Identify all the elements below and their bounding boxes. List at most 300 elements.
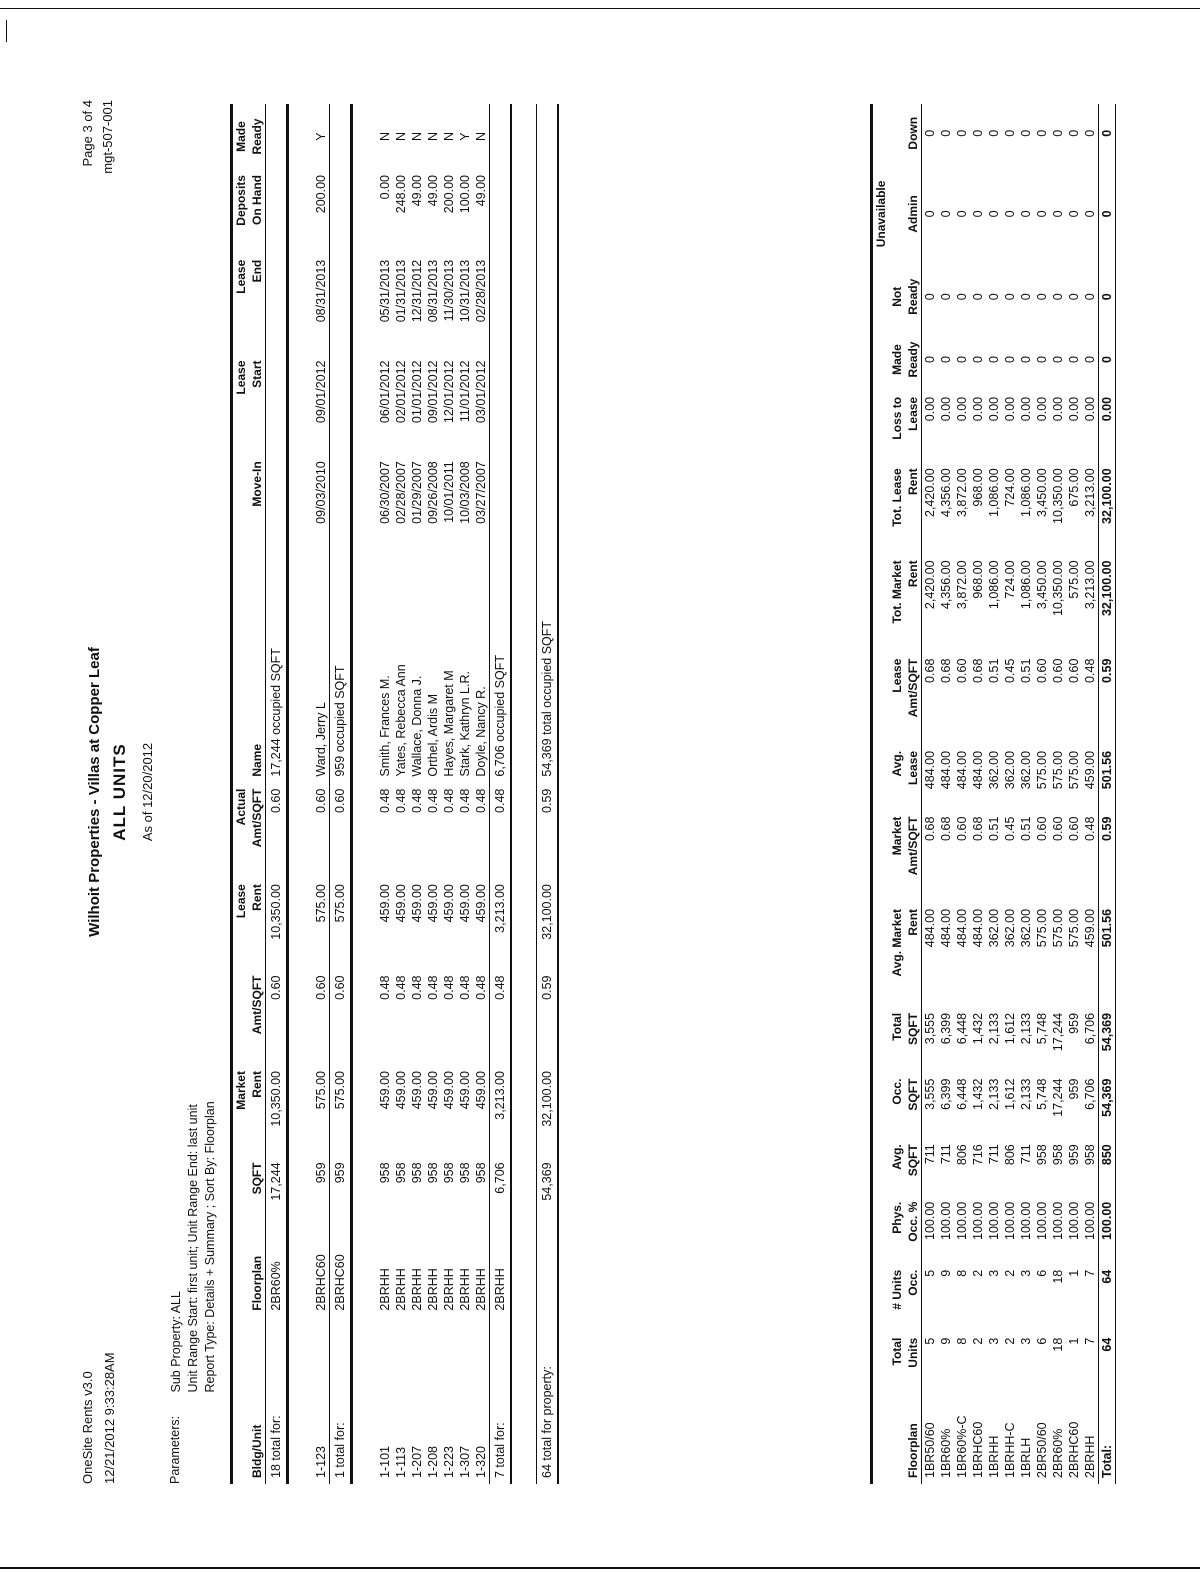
summary-cell: 806	[955, 1144, 969, 1166]
summary-col-header	[889, 104, 905, 163]
detail-cell: 459.00	[410, 1071, 424, 1110]
summary-cell: 2,420.00	[923, 560, 937, 610]
detail-cell: Smith, Frances M.	[378, 675, 392, 777]
detail-cell: 958	[426, 1162, 440, 1184]
summary-cell: 0	[987, 293, 1001, 301]
summary-col-header	[889, 1387, 905, 1484]
summary-cell: 4,356.00	[939, 560, 953, 610]
detail-cell: 10,350.00	[266, 878, 288, 969]
summary-cell: 2BRHC60	[1067, 1421, 1081, 1478]
detail-cell: 01/31/2013	[394, 259, 408, 323]
detail-cell: 959	[314, 1162, 328, 1184]
detail-cell: Y	[314, 132, 328, 141]
summary-cell: 8	[955, 1269, 969, 1277]
summary-cell: 100.00	[1083, 1201, 1097, 1240]
summary-row	[1034, 104, 1050, 1484]
summary-header-row	[872, 104, 890, 1484]
summary-cell: 0	[939, 293, 953, 301]
summary-cell: 959	[1067, 1012, 1081, 1034]
summary-cell: 0	[1051, 356, 1065, 363]
detail-col-header: On Hand	[250, 175, 264, 226]
summary-cell: 0	[1003, 356, 1017, 363]
detail-cell: 08/31/2013	[314, 259, 328, 323]
summary-cell: 0	[1051, 129, 1065, 137]
detail-col-header-top	[232, 1156, 250, 1224]
summary-cell: 0	[1035, 293, 1049, 301]
summary-cell: 100.00	[923, 1201, 937, 1240]
summary-cell: 459.00	[1083, 908, 1097, 948]
summary-cell: 6	[1035, 1269, 1049, 1277]
detail-cell: 0.59	[537, 783, 559, 879]
detail-cell: 200.00	[314, 175, 328, 214]
summary-cell: 1BRHC60	[971, 1421, 985, 1478]
detail-col-header: Rent	[250, 884, 264, 911]
summary-cell: 0	[1051, 293, 1065, 301]
summary-col-header: Total	[890, 1012, 904, 1041]
detail-cell: 0.48	[426, 975, 440, 1000]
floorplan-total-row	[490, 104, 512, 1484]
section-divider-cell	[352, 104, 378, 1484]
summary-cell: 958	[1083, 1144, 1097, 1166]
summary-col-header: # Units	[890, 1269, 904, 1310]
summary-cell: 575.00	[1035, 908, 1049, 948]
summary-row	[1082, 104, 1099, 1484]
summary-cell: 1BRHH	[987, 1435, 1001, 1478]
summary-cell: 0.51	[1019, 658, 1033, 683]
summary-col-header	[872, 328, 890, 391]
detail-col-header: Ready	[250, 118, 264, 155]
summary-cell: 0	[1067, 210, 1081, 218]
detail-cell: 0.00	[378, 175, 392, 200]
summary-cell: 3	[987, 1337, 1001, 1345]
summary-cell: 3,872.00	[955, 560, 969, 610]
summary-cell: 0.60	[1051, 816, 1065, 841]
detail-cell: 1-123	[314, 1446, 328, 1478]
unit-row	[409, 104, 425, 1484]
summary-cell: 484.00	[939, 750, 953, 790]
report-code: mgt-507-001	[100, 100, 115, 174]
summary-cell: 1,612	[1003, 1012, 1017, 1045]
summary-cell: 0.51	[987, 816, 1001, 841]
detail-cell: 6,706	[490, 1156, 512, 1224]
summary-cell: 0	[923, 129, 937, 137]
detail-cell: 7 total for:	[490, 1317, 512, 1484]
summary-col-header	[872, 1387, 890, 1484]
detail-cell: 10/01/2011	[442, 461, 456, 523]
detail-cell: 02/28/2013	[474, 259, 488, 323]
detail-cell: N	[394, 132, 408, 142]
summary-cell: 0	[971, 293, 985, 301]
summary-cell: 1,086.00	[1019, 468, 1033, 517]
summary-cell: 100.00	[1019, 1201, 1033, 1240]
summary-cell: 0.68	[939, 658, 953, 683]
summary-col-header: Admin	[906, 195, 920, 233]
summary-row	[1066, 104, 1082, 1484]
detail-cell: 0.48	[442, 975, 456, 1000]
summary-cell: 3,872.00	[955, 468, 969, 517]
summary-cell: 100.00	[971, 1201, 985, 1240]
summary-cell: 0	[923, 356, 937, 363]
summary-cell: 0	[939, 356, 953, 363]
detail-cell: 575.00	[330, 1065, 352, 1156]
detail-cell: 0.48	[378, 788, 392, 813]
summary-cell: 2,133	[1019, 1078, 1033, 1110]
summary-cell: 32,100.00	[1099, 554, 1116, 652]
summary-cell: 0	[1099, 104, 1116, 163]
detail-cell: 0.48	[458, 975, 472, 1000]
summary-cell: 0	[939, 129, 953, 137]
summary-cell: 484.00	[923, 750, 937, 790]
summary-cell: 0.51	[1019, 816, 1033, 841]
detail-cell: 0.48	[410, 788, 424, 813]
summary-cell: 362.00	[1003, 750, 1017, 790]
summary-cell: 0.51	[987, 658, 1001, 683]
summary-cell: 6,399	[939, 1078, 953, 1110]
detail-cell: 459.00	[442, 1071, 456, 1110]
detail-cell	[537, 1224, 559, 1316]
summary-cell: 959	[1067, 1144, 1081, 1166]
detail-cell: 0.48	[410, 975, 424, 1000]
summary-row	[970, 104, 986, 1484]
summary-cell: 1BR60%	[939, 1428, 953, 1478]
section-divider	[352, 104, 378, 1484]
detail-cell: 0.48	[474, 788, 488, 813]
summary-cell: 3,555	[923, 1012, 937, 1045]
summary-cell: 968.00	[971, 468, 985, 507]
summary-cell: 2,420.00	[923, 468, 937, 517]
summary-row	[1018, 104, 1034, 1484]
summary-cell: 0.00	[923, 396, 937, 422]
summary-cell: 2	[1003, 1269, 1017, 1277]
summary-col-header: Avg.	[890, 1144, 904, 1170]
detail-cell: 459.00	[474, 884, 488, 923]
summary-cell: 0	[971, 356, 985, 363]
summary-cell: 100.00	[1051, 1201, 1065, 1240]
summary-cell: 54,369	[1099, 1073, 1116, 1139]
detail-cell: 1-307	[458, 1446, 472, 1478]
summary-cell: 484.00	[971, 750, 985, 790]
summary-col-header: Avg.	[890, 750, 904, 777]
detail-col-header-top	[232, 970, 250, 1066]
detail-cell: 0.48	[442, 788, 456, 813]
detail-cell: 0.48	[490, 970, 512, 1066]
summary-cell: 0.60	[1051, 658, 1065, 683]
detail-cell: 2BRHH	[394, 1268, 408, 1311]
summary-cell: 711	[987, 1144, 1001, 1165]
summary-col-header: SQFT	[906, 1078, 920, 1111]
detail-col-header-top	[232, 455, 250, 556]
summary-col-header: Ready	[906, 341, 920, 378]
detail-cell: 09/01/2012	[426, 360, 440, 424]
summary-cell: 0	[1083, 293, 1097, 301]
summary-cell: 0	[1083, 356, 1097, 363]
detail-cell: 1-207	[410, 1446, 424, 1478]
detail-cell	[537, 254, 559, 355]
detail-cell: 32,100.00	[537, 878, 559, 969]
summary-cell: 5,748	[1035, 1078, 1049, 1110]
detail-cell: 09/01/2012	[314, 360, 328, 424]
detail-col-header: Amt/SQFT	[250, 975, 264, 1035]
parameter-line: Sub Property: ALL	[169, 1291, 183, 1393]
summary-col-header: Occ.	[906, 1269, 920, 1296]
unit-row	[393, 104, 409, 1484]
detail-cell: Y	[458, 132, 472, 141]
summary-cell: 0	[1003, 210, 1017, 218]
summary-cell: 9	[939, 1269, 953, 1277]
detail-col-header: Floorplan	[250, 1255, 264, 1311]
summary-cell: 0	[1003, 293, 1017, 301]
detail-cell: 10/31/2013	[458, 259, 472, 323]
summary-row	[954, 104, 970, 1484]
detail-cell: 575.00	[314, 1071, 328, 1110]
detail-cell: 0.60	[266, 783, 288, 879]
summary-col-header: Total	[890, 1337, 904, 1366]
summary-cell: 6,448	[955, 1012, 969, 1045]
detail-col-header: Amt/SQFT	[250, 788, 264, 848]
detail-col-header: Name	[250, 743, 264, 777]
summary-cell: 362.00	[1019, 750, 1033, 790]
summary-cell: 0.48	[1083, 816, 1097, 841]
summary-cell: 0.00	[1051, 396, 1065, 422]
summary-col-header: Not	[890, 286, 904, 307]
summary-cell: 0.00	[971, 396, 985, 422]
summary-col-header: Rent	[906, 468, 920, 495]
detail-cell	[266, 254, 288, 355]
summary-cell: 0.48	[1083, 658, 1097, 683]
summary-cell: 18	[1051, 1337, 1065, 1352]
summary-cell: 0	[1083, 210, 1097, 218]
summary-col-header: Floorplan	[906, 1423, 920, 1478]
summary-cell: 5	[923, 1269, 937, 1277]
summary-cell: 18	[1051, 1269, 1065, 1284]
summary-cell: 64	[1099, 1264, 1116, 1332]
summary-cell: 0	[955, 129, 969, 137]
summary-cell: 484.00	[923, 908, 937, 948]
detail-cell	[537, 355, 559, 456]
detail-cell: Wallace, Donna J.	[410, 675, 424, 777]
detail-cell: 2BRHH	[426, 1268, 440, 1311]
detail-cell: 54,369	[537, 1156, 559, 1224]
summary-cell: 362.00	[987, 750, 1001, 790]
summary-cell: 0.60	[1067, 816, 1081, 841]
detail-cell: 959 occupied SQFT	[330, 556, 352, 783]
summary-cell: 2	[971, 1337, 985, 1345]
detail-cell: 100.00	[458, 175, 472, 214]
detail-cell: 49.00	[426, 175, 440, 207]
detail-cell	[490, 104, 512, 169]
summary-cell: 484.00	[939, 908, 953, 948]
detail-cell: 2BRHC60	[314, 1254, 328, 1311]
summary-col-header: Units	[906, 1337, 920, 1368]
summary-col-header: Loss to	[890, 396, 904, 440]
detail-cell: 0.48	[474, 975, 488, 1000]
summary-cell: 0	[1019, 293, 1033, 301]
summary-cell: 362.00	[987, 908, 1001, 948]
detail-cell: 08/31/2013	[426, 259, 440, 323]
detail-cell: 459.00	[458, 1071, 472, 1110]
summary-cell: 0.59	[1099, 653, 1116, 745]
summary-cell: 0	[1019, 210, 1033, 218]
detail-cell: 6,706 occupied SQFT	[490, 556, 512, 783]
summary-col-header: Unavailable	[872, 163, 890, 266]
summary-cell: 1,432	[971, 1012, 985, 1045]
summary-col-header	[872, 1007, 890, 1073]
detail-cell: 959	[330, 1156, 352, 1224]
summary-cell: 0	[1019, 129, 1033, 137]
detail-cell: 0.48	[426, 788, 440, 813]
summary-col-header: Avg. Market	[890, 908, 904, 977]
summary-col-header: Lease	[906, 750, 920, 785]
detail-cell: 575.00	[330, 878, 352, 969]
detail-cell: Stark, Kathryn L.R.	[458, 671, 472, 777]
summary-col-header: Lease	[906, 396, 920, 431]
detail-cell: 12/31/2012	[410, 259, 424, 323]
detail-cell: 0.60	[266, 970, 288, 1066]
detail-cell: 3,213.00	[490, 1065, 512, 1156]
detail-cell: 1-113	[394, 1446, 408, 1478]
detail-cell: N	[474, 132, 488, 142]
detail-cell: 3,213.00	[490, 878, 512, 969]
summary-col-header: SQFT	[906, 1012, 920, 1045]
detail-cell: Ward, Jerry L	[314, 702, 328, 777]
summary-col-header: Ready	[906, 278, 920, 315]
unit-row	[425, 104, 441, 1484]
detail-cell: 2BRHH	[490, 1224, 512, 1316]
summary-cell: 0	[1035, 356, 1049, 363]
summary-cell: 0	[1099, 163, 1116, 266]
detail-col-header-top	[232, 1317, 250, 1484]
summary-cell: 2BR50/60	[1035, 1422, 1049, 1478]
detail-cell: 18 total for:	[266, 1317, 288, 1484]
detail-cell	[490, 455, 512, 556]
summary-table-header	[872, 104, 922, 1484]
summary-cell: 0	[987, 129, 1001, 137]
summary-cell: 0	[923, 210, 937, 218]
summary-cell: 8	[955, 1337, 969, 1345]
summary-cell: 0	[1067, 129, 1081, 137]
detail-cell: 2BRHC60	[330, 1224, 352, 1316]
detail-col-header-top: Deposits	[232, 169, 250, 254]
summary-cell: 0	[1035, 210, 1049, 218]
detail-cell: 459.00	[394, 1071, 408, 1110]
unit-detail-table	[230, 104, 559, 1484]
section-divider	[288, 104, 314, 1484]
summary-cell: 3	[1019, 1269, 1033, 1277]
summary-cell: 362.00	[1003, 908, 1017, 948]
parameters-values	[168, 1101, 219, 1392]
detail-cell: 958	[410, 1162, 424, 1184]
detail-cell: 17,244	[266, 1156, 288, 1224]
summary-cell: 100.00	[1003, 1201, 1017, 1240]
detail-cell: 09/26/2008	[426, 461, 440, 524]
summary-cell: 0.60	[1035, 816, 1049, 841]
unit-row	[377, 104, 393, 1484]
summary-cell: 5,748	[1035, 1012, 1049, 1045]
detail-cell: 06/01/2012	[378, 360, 392, 424]
summary-cell: 2	[971, 1269, 985, 1277]
summary-table-body	[922, 104, 1116, 1484]
summary-col-header	[872, 1196, 890, 1264]
summary-cell: 6,706	[1083, 1078, 1097, 1110]
summary-cell: 1BRLH	[1019, 1437, 1033, 1478]
summary-cell: 0	[1019, 356, 1033, 363]
summary-row	[938, 104, 954, 1484]
summary-cell: 2	[1003, 1337, 1017, 1345]
summary-cell: 724.00	[1003, 468, 1017, 507]
summary-col-header	[872, 653, 890, 745]
summary-cell: 675.00	[1067, 468, 1081, 507]
summary-total-row	[1099, 104, 1116, 1484]
summary-col-header	[872, 1138, 890, 1196]
summary-cell: 2BR60%	[1051, 1428, 1065, 1478]
summary-cell: 0.00	[939, 396, 953, 422]
summary-cell: 3,555	[923, 1078, 937, 1110]
summary-header-row	[889, 104, 905, 1484]
summary-cell: 0	[939, 210, 953, 218]
summary-cell: 100.00	[955, 1201, 969, 1240]
summary-cell: 1,086.00	[987, 560, 1001, 610]
detail-cell	[330, 169, 352, 254]
detail-cell	[537, 455, 559, 556]
summary-cell: 0.00	[987, 396, 1001, 422]
detail-cell: Doyle, Nancy R.	[474, 686, 488, 777]
detail-cell: N	[426, 132, 440, 142]
detail-cell: 0.60	[314, 788, 328, 813]
detail-col-header: Rent	[250, 1071, 264, 1098]
detail-cell	[490, 355, 512, 456]
spacer-row	[511, 104, 537, 1484]
detail-cell: 1-101	[378, 1446, 392, 1478]
summary-col-header	[889, 163, 905, 266]
summary-cell: 575.00	[1051, 908, 1065, 948]
detail-cell: 01/29/2007	[410, 461, 424, 524]
summary-cell: 0	[987, 356, 1001, 363]
summary-cell: 1,432	[971, 1078, 985, 1110]
summary-cell: 0.68	[971, 816, 985, 841]
summary-cell: 1BR50/60	[923, 1422, 937, 1478]
summary-cell: 4,356.00	[939, 468, 953, 517]
summary-cell: 0	[1067, 293, 1081, 301]
report-title: ALL UNITS	[110, 743, 129, 841]
detail-cell: 200.00	[442, 175, 456, 214]
summary-cell: 0	[1035, 129, 1049, 137]
detail-cell: 459.00	[378, 1071, 392, 1110]
summary-cell: 716	[971, 1144, 985, 1166]
summary-cell: 6	[1035, 1337, 1049, 1345]
detail-cell: 2BRHH	[378, 1268, 392, 1311]
detail-table-header	[232, 104, 266, 1484]
summary-col-header: Amt/SQFT	[906, 658, 920, 718]
summary-cell: 0.60	[955, 658, 969, 683]
detail-cell: N	[442, 132, 456, 142]
summary-col-header: Rent	[906, 560, 920, 588]
summary-col-header	[872, 811, 890, 903]
detail-cell: 0.59	[537, 970, 559, 1066]
parameter-line: Report Type: Details + Summary ; Sort By: Floorplan	[203, 1101, 217, 1393]
unit-row	[457, 104, 473, 1484]
detail-col-header: Start	[250, 360, 264, 388]
detail-cell: 1-208	[426, 1446, 440, 1478]
spacer-cell	[511, 104, 537, 1484]
summary-cell: 7	[1083, 1337, 1097, 1345]
summary-cell: 575.00	[1051, 750, 1065, 790]
summary-cell: 1	[1067, 1269, 1081, 1277]
summary-cell: 0	[955, 356, 969, 363]
detail-cell: 06/30/2007	[378, 461, 392, 524]
summary-cell: 0	[1003, 129, 1017, 137]
summary-col-header: Phys.	[890, 1201, 904, 1234]
summary-header-row	[905, 104, 922, 1484]
